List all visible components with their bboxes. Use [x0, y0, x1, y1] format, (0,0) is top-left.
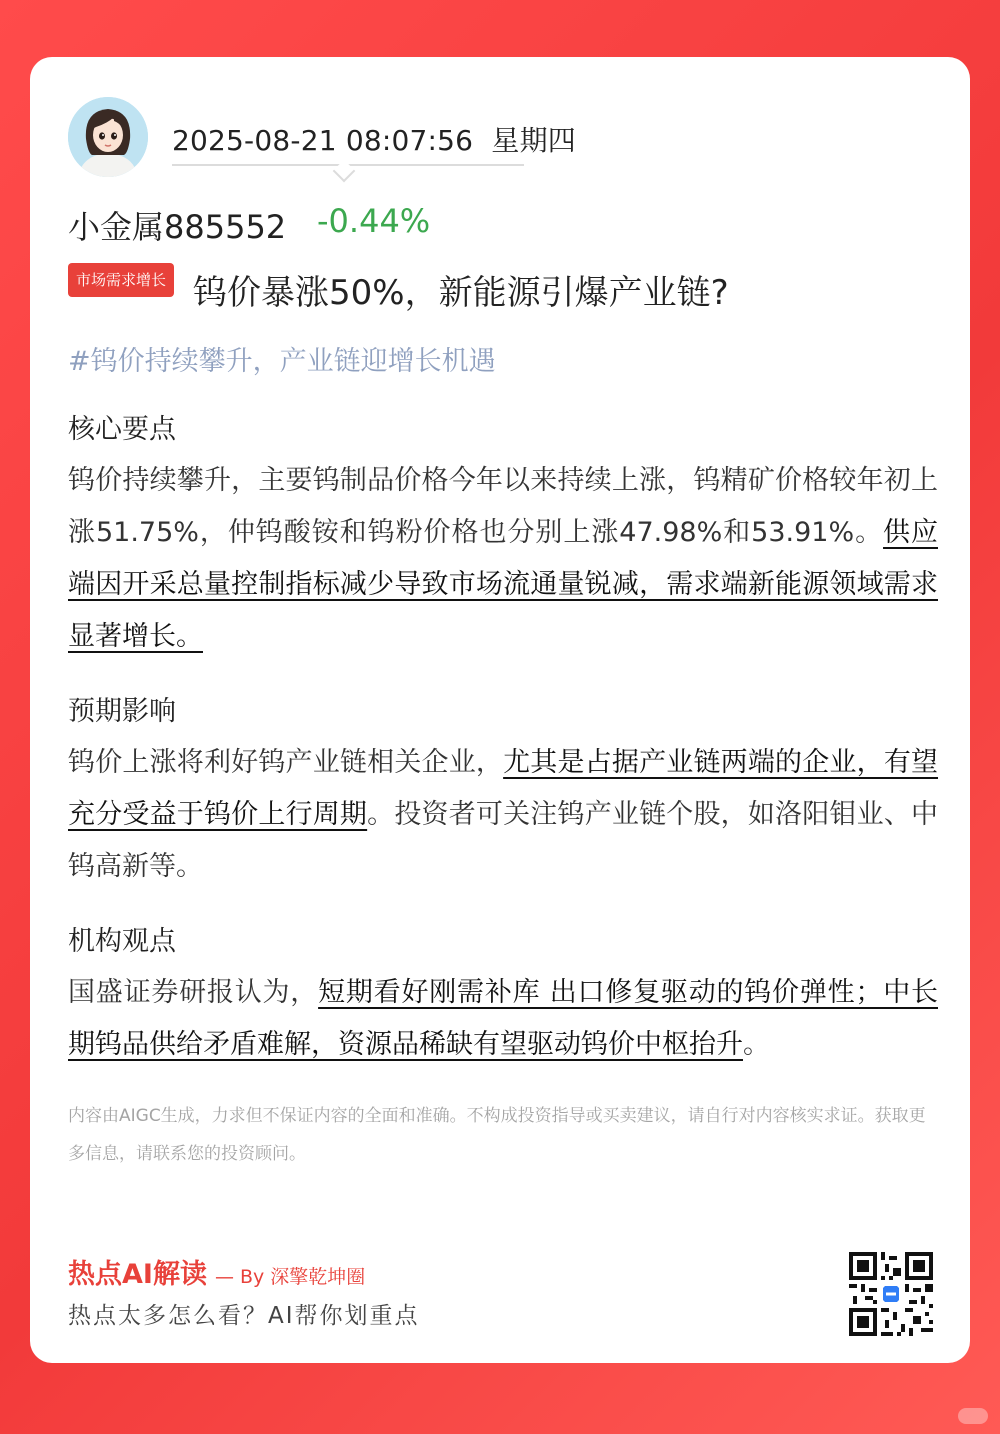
body-text: 钨价上涨将利好钨产业链相关企业， — [68, 747, 504, 778]
section-body-institution-view — [68, 967, 938, 1071]
article-card — [30, 57, 970, 1363]
highlighted-text: 供应端因开采总量控制指标减少导致市场流通量锐减，需求端新能源领域需求显著增长。 — [68, 517, 938, 652]
avatar[interactable] — [68, 97, 148, 177]
brand-slogan: 热点太多怎么看？AI帮你划重点 — [68, 1303, 420, 1329]
brand-by: — By 深擎乾坤圈 — [214, 1266, 366, 1288]
category-tag: 市场需求增长 — [68, 263, 174, 297]
qr-code-icon[interactable] — [849, 1252, 933, 1336]
weekday: 星期四 — [491, 124, 576, 157]
topic-hashtag[interactable]: #钨价持续攀升，产业链迎增长机遇 — [68, 346, 496, 377]
aigc-disclaimer: 内容由AIGC生成，力求但不保证内容的全面和准确。不构成投资指导或买卖建议，请自行对内容核实求证。获取更多信息，请联系您的投资顾问。 — [68, 1106, 926, 1164]
section-title-key-points: 核心要点 — [68, 414, 176, 445]
highlighted-text: 尤其是占据产业链两端的企业，有望充分受益于钨价上行周期 — [68, 747, 939, 830]
body-text-tail: 。投资者可关注钨产业链个股，如洛阳钼业、中钨高新等。 — [68, 799, 939, 882]
body-text-tail: 。 — [743, 1029, 770, 1060]
date-time: 2025-08-21 08:07:56 — [172, 124, 474, 157]
stock-change: -0.44% — [317, 202, 431, 240]
brand-line — [68, 1252, 365, 1291]
body-text: 国盛证券研报认为， — [68, 977, 319, 1008]
brand-name: 热点AI解读 — [68, 1259, 207, 1290]
article-headline: 钨价暴涨50%，新能源引爆产业链? — [193, 273, 729, 313]
body-text: 钨价持续攀升，主要钨制品价格今年以来持续上涨，钨精矿价格较年初上涨51.75%，仲钨酸铵和钨粉价格也分别上涨47.98%和53.91%。 — [68, 465, 938, 548]
watermark — [958, 1408, 988, 1424]
publish-datetime — [172, 119, 576, 159]
cartoon-girl-avatar-icon — [68, 97, 148, 177]
section-body-expected-impact — [68, 737, 938, 893]
section-body-key-points — [68, 455, 938, 663]
section-title-expected-impact: 预期影响 — [68, 696, 176, 727]
section-title-institution-view: 机构观点 — [68, 926, 176, 957]
stock-name[interactable]: 小金属885552 — [68, 208, 287, 246]
highlighted-text: 短期看好刚需补库 出口修复驱动的钨价弹性；中长期钨品供给矛盾难解，资源品稀缺有望驱动钨价中枢抬升 — [68, 977, 938, 1060]
